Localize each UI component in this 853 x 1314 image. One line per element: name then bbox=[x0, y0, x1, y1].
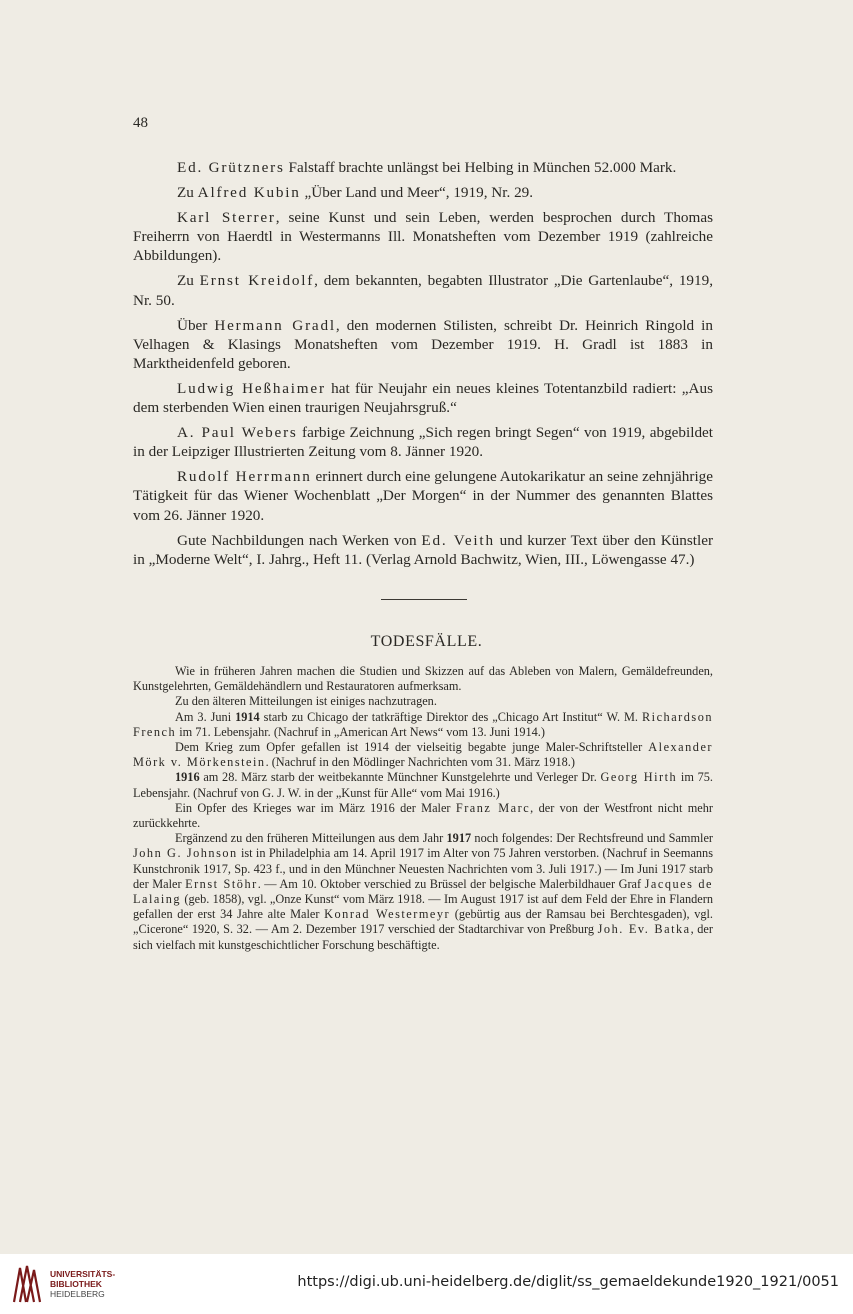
spaced-name: Ludwig Heßhaimer bbox=[177, 379, 326, 397]
obituaries-text bbox=[133, 664, 713, 953]
paragraph bbox=[133, 183, 713, 202]
spaced-name: Ernst Stöhr bbox=[185, 876, 258, 891]
spaced-name: Ernst Kreidolf bbox=[199, 272, 315, 290]
text-run: Zu bbox=[177, 184, 198, 202]
text-run: Über bbox=[177, 316, 215, 334]
text-run: 1917 bbox=[446, 831, 472, 846]
spaced-name: Ed. Veith bbox=[421, 531, 495, 549]
text-run: im 75. Lebensjahr. (Nachruf von G. J. W. in der „Kunst für Alle“ vom Mai 1916.) bbox=[133, 770, 713, 800]
section-heading: TODESFÄLLE. bbox=[370, 633, 483, 650]
paragraph bbox=[133, 710, 713, 740]
library-line-3: HEIDELBERG bbox=[50, 1289, 105, 1299]
paragraph bbox=[133, 694, 713, 709]
text-run: ist in Philadelphia am 14. April 1917 im Alter von 75 Jahren verstorben. (Nachruf in Seemanns Kunstchronik 1917, Sp. 423 f., und in den Münchner Neuesten Nachrichten vom 3. Juli 1917.) — Im Juni 1917 starb der Maler bbox=[133, 846, 713, 891]
page-url[interactable]: https://digi.ub.uni-heidelberg.de/diglit/ss_gemaeldekunde1920_1921/0051 bbox=[297, 1274, 839, 1290]
text-run: . (Nachruf in den Mödlinger Nachrichten vom 31. März 1918.) bbox=[265, 755, 575, 770]
spaced-name: Rudolf Herrmann bbox=[177, 468, 312, 486]
text-run: Ein Opfer des Krieges war im März 1916 der Maler bbox=[175, 800, 456, 815]
spaced-name: A. Paul Webers bbox=[177, 424, 298, 442]
paragraph bbox=[133, 801, 713, 831]
text-run: Gute Nachbildungen nach Werken von bbox=[177, 531, 422, 549]
paragraph bbox=[133, 423, 713, 461]
text-run: . — Am 10. Oktober verschied zu Brüssel der belgische Malerbildhauer Graf bbox=[257, 876, 645, 891]
text-run: 1916 bbox=[175, 770, 200, 785]
spaced-name: Richardson French bbox=[133, 709, 713, 739]
text-run: Zu den älteren Mitteilungen ist einiges nachzutragen. bbox=[175, 694, 437, 709]
spaced-name: Konrad Westermeyr bbox=[324, 907, 451, 922]
text-run: erinnert durch eine gelungene Autokarikatur an seine zehnjährige Tätigkeit für das Wiener Wochenblatt „Der Morgen“ in der Nummer des genannten Blattes vom 26. Jänner 1920. bbox=[133, 468, 713, 524]
section-divider bbox=[381, 599, 467, 600]
viewer-footer bbox=[0, 1254, 853, 1314]
spaced-name: Franz Marc bbox=[455, 800, 531, 815]
spaced-name: Georg Hirth bbox=[600, 770, 678, 785]
text-run: im 71. Lebensjahr. (Nachruf in „American Art News“ vom 13. Juni 1914.) bbox=[176, 724, 545, 739]
paragraph bbox=[133, 531, 713, 569]
spaced-name: Alfred Kubin bbox=[197, 184, 301, 202]
text-run: Falstaff brachte unlängst bei Helbing in München 52.000 Mark. bbox=[284, 159, 677, 176]
library-line-1: UNIVERSITÄTS- bbox=[50, 1269, 116, 1279]
paragraph bbox=[133, 316, 713, 373]
paragraph bbox=[133, 740, 713, 770]
spaced-name: Hermann Gradl bbox=[214, 316, 336, 334]
text-run: Dem Krieg zum Opfer gefallen ist 1914 der vielseitig begabte junge Maler-Schriftsteller bbox=[175, 740, 649, 755]
text-run: „Über Land und Meer“, 1919, Nr. 29. bbox=[300, 184, 534, 202]
text-run: am 28. März starb der weitbekannte Münchner Kunstgelehrte und Verleger Dr. bbox=[199, 770, 601, 785]
library-name bbox=[50, 1269, 115, 1299]
spaced-name: Alexander Mörk v. Mörkenstein bbox=[133, 740, 713, 770]
paragraph bbox=[133, 664, 713, 694]
spaced-name: Jacques de Lalaing bbox=[133, 876, 713, 907]
library-logo-icon bbox=[10, 1262, 44, 1306]
spaced-name: Ed. Grützners bbox=[177, 159, 285, 176]
main-text bbox=[133, 158, 713, 575]
text-run: , seine Kunst und sein Leben, werden besprochen durch Thomas Freiherrn von Haerdtl in Westermanns Ill. Monatsheften vom Dezember 1919 (zahlreiche Abbildungen). bbox=[133, 209, 713, 265]
text-run: Zu bbox=[177, 272, 200, 290]
text-run: Wie in früheren Jahren machen die Studien und Skizzen auf das Ableben von Malern, Gemäldefreunden, Kunstgelehrten, Gemäldehändlern und Restauratoren aufmerksam. bbox=[133, 664, 713, 694]
text-run: , der von der Westfront nicht mehr zurückkehrte. bbox=[133, 800, 713, 831]
text-run: (geb. 1858), vgl. „Onze Kunst“ vom März 1918. — Im August 1917 ist auf dem Feld der Ehre in Flandern gefallen der erst 34 Jahre alte Maler bbox=[133, 892, 713, 922]
paragraph bbox=[133, 379, 713, 417]
text-run: starb zu Chicago der tatkräftige Direktor des „Chicago Art Institut“ W. M. bbox=[259, 709, 642, 724]
text-run: (gebürtig aus der Ramsau bei Berchtesgaden), vgl. „Cicerone“ 1920, S. 32. — Am 2. Dezember 1917 verschied der Stadtarchivar von Preßburg bbox=[133, 907, 713, 937]
text-run: noch folgendes: Der Rechtsfreund und Sammler bbox=[471, 831, 713, 846]
spaced-name: Joh. Ev. Batka bbox=[597, 922, 691, 937]
text-run: und kurzer Text über den Künstler in „Moderne Welt“, I. Jahrg., Heft 11. (Verlag Arnold Bachwitz, Wien, III., Löwengasse 47.) bbox=[133, 531, 713, 568]
text-run: , den modernen Stilisten, schreibt Dr. Heinrich Ringold in Velhagen & Klasings Monatsheften vom Dezember 1919. H. Gradl ist 1883 in Marktheidenfeld geboren. bbox=[133, 316, 713, 372]
text-run: Am 3. Juni bbox=[175, 709, 236, 724]
spaced-name: Karl Sterrer bbox=[177, 209, 276, 227]
text-run: farbige Zeichnung „Sich regen bringt Segen“ von 1919, abgebildet in der Leipziger Illustrierten Zeitung vom 8. Jänner 1920. bbox=[133, 424, 714, 461]
paragraph bbox=[133, 158, 713, 177]
text-run: Ergänzend zu den früheren Mitteilungen aus dem Jahr bbox=[175, 831, 447, 846]
paragraph bbox=[133, 467, 713, 524]
spaced-name: John G. Johnson bbox=[133, 846, 238, 861]
paragraph bbox=[133, 770, 713, 800]
paragraph bbox=[133, 831, 713, 953]
text-run: hat für Neujahr ein neues kleines Totentanzbild radiert: „Aus dem sterbenden Wien einen traurigen Neujahrsgruß.“ bbox=[133, 379, 714, 417]
text-run: 1914 bbox=[235, 709, 260, 724]
text-run: , dem bekannten, begabten Illustrator „Die Gartenlaube“, 1919, Nr. 50. bbox=[133, 272, 713, 309]
library-line-2: BIBLIOTHEK bbox=[50, 1279, 102, 1289]
paragraph bbox=[133, 271, 713, 309]
page-number: 48 bbox=[133, 115, 148, 131]
paragraph bbox=[133, 208, 713, 265]
text-run: , der sich vielfach mit kunstgeschichtlicher Forschung beschäftigte. bbox=[133, 922, 713, 952]
